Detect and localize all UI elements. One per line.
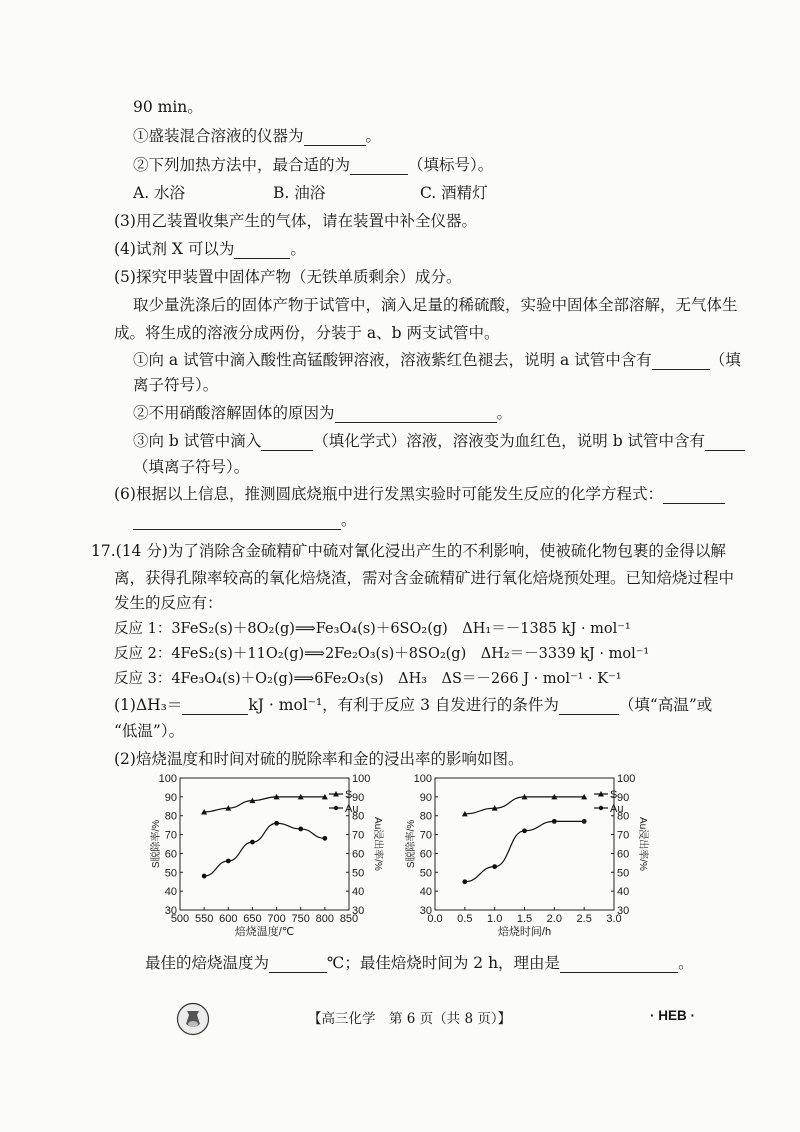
question-5-3-mid: （填化学式）溶液，溶液变为血红色，说明 b 试管中含有 [313,432,706,450]
data-point-au [492,864,497,869]
answer-blank[interactable] [559,698,619,715]
data-point-au [522,828,527,833]
y-tick-label-right: 80 [617,810,630,823]
legend-marker [334,806,338,810]
x-tick-label: 700 [267,913,286,925]
question-5-3 [133,431,745,451]
x-tick-label: 3.0 [606,913,622,925]
data-point-au [552,819,557,824]
option-c: C. 酒精灯 [420,184,488,202]
school-logo [176,1002,210,1036]
y-tick-label-left: 80 [419,810,432,823]
question-6-cont [133,510,357,530]
y-axis-title-left: S脱除率/% [151,819,162,869]
page-footer: 【高三化学 第 6 页（共 8 页）】 [308,1011,512,1027]
y-tick-label-right: 50 [352,867,365,880]
question-5-2 [133,403,512,423]
problem-17-q1-cont: “低温”）。 [114,722,185,740]
question-2-1 [133,126,381,146]
x-tick-label: 0.0 [427,913,443,925]
question-5-1-end: （填 [709,351,741,369]
problem-17-q2: (2)焙烧温度和时间对硫的脱除率和金的浸出率的影响如图。 [114,750,524,768]
y-tick-label-left: 40 [164,886,177,899]
answer-blank[interactable] [560,956,678,973]
answer-blank[interactable] [350,158,408,175]
y-tick-label-right: 90 [352,791,365,804]
x-tick-label: 850 [339,913,359,925]
y-tick-label-right: 70 [352,829,365,842]
answer-blank[interactable] [133,513,341,530]
y-tick-label-right: 30 [352,905,365,917]
problem-17-q1-text: (1)ΔH₃＝ [114,696,183,714]
option-a: A. 水浴 [133,184,186,202]
question-5-2-text: ②不用硝酸溶解固体的原因为 [133,404,335,422]
problem-17-q1 [114,695,712,715]
answer-blank[interactable] [182,698,248,715]
problem-17-q1-mid: kJ · mol⁻¹，有利于反应 3 自发进行的条件为 [248,696,559,714]
y-tick-label-left: 50 [164,867,177,880]
legend-marker [599,806,603,810]
problem-17-q3-end: 。 [678,954,694,972]
x-tick-label: 550 [194,913,214,925]
answer-blank[interactable] [705,434,745,451]
reaction-2: 反应 2：4FeS₂(s)＋11O₂(g)⟹2Fe₂O₃(s)＋8SO₂(g) ΔH₂＝－3339 kJ · mol⁻¹ [114,646,650,662]
legend-label-s: S [345,789,353,801]
question-3: (3)用乙装置收集产生的气体，请在装置中补全仪器。 [114,212,477,230]
question-5-body-1: 取少量洗涤后的固体产物于试管中，滴入足量的稀硫酸，实验中固体全部溶解，无气体生 [133,296,738,314]
question-2-2-text: ②下列加热方法中，最合适的为 [133,156,351,174]
y-tick-label-right: 60 [352,848,365,861]
question-4-text: (4)试剂 X 可以为 [114,240,235,258]
problem-17-q3-mid: ℃；最佳焙烧时间为 2 h，理由是 [327,954,561,972]
y-tick-label-right: 30 [617,905,630,917]
question-6 [114,484,725,504]
y-tick-label-left: 100 [413,773,432,785]
question-5-2-end: 。 [496,404,513,422]
answer-blank[interactable] [652,353,710,370]
series-line-s [204,797,325,812]
y-tick-label-left: 30 [419,905,432,917]
question-2-2-end: （填标号）。 [408,156,494,174]
legend-label-s: S [610,789,618,801]
question-2-1-text: ①盛装混合溶液的仪器为 [133,127,304,145]
x-tick-label: 2.5 [576,913,592,925]
question-5: (5)探究甲装置中固体产物（无铁单质剩余）成分。 [114,268,462,286]
text-line-1: 90 min。 [133,98,203,116]
y-tick-label-left: 90 [419,791,432,804]
y-tick-label-right: 90 [617,791,630,804]
y-axis-title-left: S脱除率/% [406,819,417,869]
legend-label-au: Au [610,803,624,815]
reaction-3: 反应 3：4Fe₃O₄(s)＋O₂(g)⟹6Fe₂O₃(s) ΔH₃ ΔS＝－266 J · mol⁻¹ · K⁻¹ [114,671,622,687]
y-tick-label-left: 90 [164,791,177,804]
problem-17-intro-3: 发生的反应有： [114,594,223,612]
option-b: B. 油浴 [273,184,326,202]
question-6-text: (6)根据以上信息，推测圆底烧瓶中进行发黑实验时可能发生反应的化学方程式： [114,485,663,503]
y-tick-label-left: 70 [419,829,432,842]
y-tick-label-left: 60 [164,848,177,861]
x-axis-title: 焙烧时间/h [497,926,552,938]
x-tick-label: 1.5 [516,913,533,925]
y-tick-label-left: 70 [164,829,177,842]
question-5-body-2: 成。将生成的溶液分成两份，分装于 a、b 两支试管中。 [114,324,500,342]
question-6-end: 。 [341,511,357,529]
question-5-1-text: ①向 a 试管中滴入酸性高锰酸钾溶液，溶液紫红色褪去，说明 a 试管中含有 [133,351,652,369]
x-tick-label: 650 [243,913,262,925]
legend-label-au: Au [345,803,359,815]
y-axis-title-right: Au浸出率/% [372,817,383,871]
x-tick-label: 2.0 [546,913,562,925]
data-point-au [298,827,303,832]
data-point-au [582,819,587,824]
y-tick-label-left: 100 [158,773,177,785]
answer-blank[interactable] [663,487,725,504]
y-tick-label-right: 70 [617,829,630,842]
problem-17-intro-2: 离，获得孔隙率较高的氧化焙烧渣，需对含金硫精矿进行氧化焙烧预处理。已知焙烧过程中 [114,569,735,587]
data-point-au [322,836,327,841]
y-tick-label-left: 80 [164,810,177,823]
answer-blank[interactable] [269,956,327,973]
y-tick-label-right: 50 [617,867,630,880]
reaction-1: 反应 1：3FeS₂(s)＋8O₂(g)⟹Fe₃O₄(s)＋6SO₂(g) ΔH₁＝－1385 kJ · mol⁻¹ [114,621,631,637]
x-tick-label: 500 [170,913,190,925]
x-tick-label: 800 [315,913,335,925]
answer-blank[interactable] [335,406,497,423]
data-point-au [250,840,255,845]
question-4 [114,239,306,259]
y-axis-title-right: Au浸出率/% [637,817,648,871]
y-tick-label-right: 60 [617,848,630,861]
data-point-au [462,879,467,884]
question-5-3-text: ③向 b 试管中滴入 [133,432,262,450]
data-point-au [202,874,207,879]
question-4-end: 。 [290,240,306,258]
data-point-au [226,859,231,864]
question-5-1 [133,350,741,370]
problem-17-intro-1: 17.(14 分)为了消除含金硫精矿中硫对氰化浸出产生的不利影响，使被硫化物包裹的金得以解 [91,542,726,560]
question-2-2 [133,155,493,175]
y-tick-label-right: 100 [617,773,636,785]
problem-17-q1-end: （填“高温”或 [618,696,713,714]
x-tick-label: 0.5 [457,913,473,925]
problem-17-q3 [145,953,694,973]
y-tick-label-left: 30 [164,905,177,917]
y-tick-label-left: 40 [419,886,432,899]
time-chart [405,770,650,950]
answer-blank[interactable] [261,434,313,451]
question-5-1-cont: 离子符号）。 [133,376,219,394]
y-tick-label-right: 80 [352,810,365,823]
y-tick-label-right: 100 [352,773,371,785]
y-tick-label-left: 50 [419,867,432,880]
x-tick-label: 1.0 [487,913,503,925]
series-line-s [465,797,584,814]
y-tick-label-left: 60 [419,848,432,861]
temperature-chart [150,770,385,950]
question-2-1-end: 。 [365,127,382,145]
series-line-au [204,823,325,876]
y-tick-label-right: 40 [617,886,630,899]
problem-17-q3-text: 最佳的焙烧温度为 [145,954,270,972]
question-5-3-cont: （填离子符号）。 [133,458,250,476]
x-tick-label: 750 [291,913,310,925]
data-point-au [274,821,279,826]
options-row [133,183,733,203]
exam-code: · HEB · [650,1008,695,1023]
x-tick-label: 600 [219,913,238,925]
y-tick-label-right: 40 [352,886,365,899]
x-axis-title: 焙烧温度/℃ [234,926,295,938]
answer-blank[interactable] [234,242,290,259]
answer-blank[interactable] [304,129,366,146]
